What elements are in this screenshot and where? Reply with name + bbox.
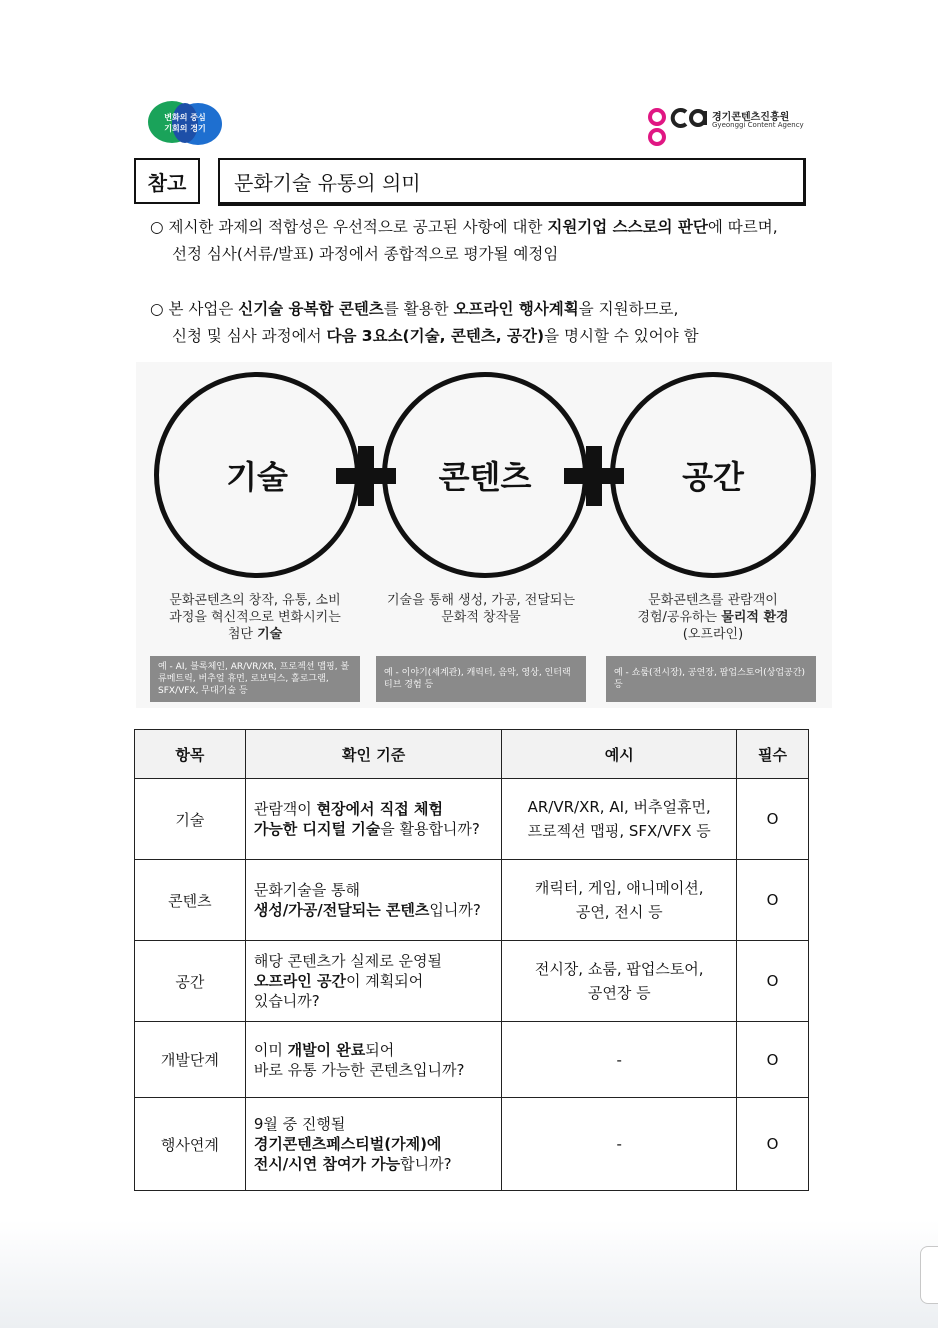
header-example: 예시 (502, 730, 737, 779)
row-required: O (737, 1098, 809, 1191)
circle-space: 공간 (610, 372, 816, 578)
row-item: 공간 (135, 941, 246, 1022)
text: 문화콘텐츠의 창작, 유통, 소비 (169, 593, 341, 608)
row-item: 개발단계 (135, 1022, 246, 1098)
row-example: - (502, 1098, 737, 1191)
paragraph-1 (150, 214, 778, 268)
gca-name: 경기콘텐츠진흥원 (712, 112, 790, 123)
slogan-logo-icon (146, 100, 224, 146)
row-required: O (737, 941, 809, 1022)
header-required: 필수 (737, 730, 809, 779)
gca-subtitle: Gyeonggi Content Agency (712, 121, 804, 129)
text: 을 명시할 수 있어야 함 (544, 327, 699, 345)
table-header-row (135, 730, 809, 779)
text: 첨단 (227, 627, 258, 642)
emphasis: 다음 3요소(기술, 콘텐츠, 공간) (326, 327, 545, 345)
emphasis: 현장에서 직접 체험 (316, 800, 443, 818)
emphasis: 생성/가공/전달되는 콘텐츠 (253, 901, 430, 919)
row-required: O (737, 779, 809, 860)
slogan-logo (146, 100, 224, 146)
text: 캐릭터, 게임, 애니메이션, (534, 879, 704, 897)
space-examples: 예 - 쇼룸(전시장), 공연장, 팝업스토어(상업공간) 등 (606, 656, 816, 702)
row-required: O (737, 1022, 809, 1098)
text: (오프라인) (682, 627, 744, 642)
table-row (135, 860, 809, 941)
viewer-bottom-shade (0, 1220, 938, 1328)
emphasis: 지원기업 스스로의 판단 (547, 218, 708, 236)
reference-label: 참고 (134, 158, 200, 204)
text: 신청 및 심사 과정에서 (172, 327, 327, 345)
side-panel-handle[interactable] (920, 1246, 938, 1304)
bullet: ○ (150, 218, 164, 236)
text: 공연장 등 (587, 984, 651, 1002)
text: 이 계획되어 (346, 972, 424, 990)
emphasis: 물리적 환경 (721, 610, 789, 625)
table-row (135, 1098, 809, 1191)
row-criteria (245, 1098, 502, 1191)
row-example (502, 860, 737, 941)
page-title: 문화기술 유통의 의미 (218, 158, 806, 206)
plus-icon (336, 446, 396, 506)
text: 문화적 창작물 (441, 610, 521, 625)
row-criteria (245, 860, 502, 941)
slogan-line1: 변화의 중심 (164, 113, 206, 122)
text: 을 지원하므로, (578, 300, 679, 318)
row-item: 콘텐츠 (135, 860, 246, 941)
row-example: - (502, 1022, 737, 1098)
text: 관람객이 (253, 800, 317, 818)
circle-content: 콘텐츠 (382, 372, 588, 578)
table-row (135, 1022, 809, 1098)
text: 해당 콘텐츠가 실제로 운영될 (253, 952, 443, 970)
text: 본 사업은 (168, 300, 239, 318)
row-required: O (737, 860, 809, 941)
table-row (135, 779, 809, 860)
gca-logo (646, 104, 806, 148)
emphasis: 전시/시연 참여가 가능 (253, 1155, 401, 1173)
technology-examples: 예 - AI, 블록체인, AR/VR/XR, 프로젝션 맵핑, 볼류메트릭, 버추얼 휴먼, 로보틱스, 홀로그램, SFX/VFX, 무대기술 등 (150, 656, 360, 702)
text: 되어 (365, 1040, 395, 1059)
text: 바로 유통 가능한 콘텐츠입니까? (253, 1060, 465, 1079)
text: 을 활용합니까? (380, 820, 480, 838)
table-row (135, 941, 809, 1022)
text: 경험/공유하는 (637, 610, 722, 625)
text: AR/VR/XR, AI, 버추얼휴먼, (527, 798, 711, 816)
paragraph-2 (150, 296, 699, 350)
text: 선정 심사(서류/발표) 과정에서 종합적으로 평가될 예정임 (172, 245, 559, 263)
emphasis: 가능한 디지털 기술 (253, 820, 381, 838)
emphasis: 오프라인 공간 (253, 972, 346, 990)
emphasis: 개발이 완료 (287, 1040, 366, 1059)
text: 문화기술을 통해 (253, 881, 361, 899)
technology-description (150, 592, 360, 643)
text: 합니까? (400, 1155, 452, 1173)
row-item: 행사연계 (135, 1098, 246, 1191)
content-examples: 예 - 이야기(세계관), 캐릭터, 음악, 영상, 인터랙티브 경험 등 (376, 656, 586, 702)
emphasis: 경기콘텐츠페스티벌(가제)에 (253, 1135, 442, 1153)
row-criteria (245, 941, 502, 1022)
text: 공연, 전시 등 (575, 903, 663, 921)
row-criteria (245, 1022, 502, 1098)
gca-mark-icon (646, 104, 710, 148)
text: 과정을 혁신적으로 변화시키는 (169, 610, 341, 625)
criteria-table (134, 729, 809, 1191)
row-example (502, 779, 737, 860)
slogan-line2: 기회의 경기 (164, 124, 206, 133)
text: 문화콘텐츠를 관람객이 (648, 593, 778, 608)
text: 에 따르며, (707, 218, 778, 236)
content-description (376, 592, 586, 626)
emphasis: 기술 (257, 627, 283, 642)
text: 기술을 통해 생성, 가공, 전달되는 (386, 593, 576, 608)
header-criteria: 확인 기준 (245, 730, 502, 779)
row-item: 기술 (135, 779, 246, 860)
text: 있습니까? (253, 992, 320, 1010)
space-description (608, 592, 818, 643)
text: 이미 (253, 1040, 288, 1059)
text: 를 활용한 (383, 300, 454, 318)
circle-technology: 기술 (154, 372, 360, 578)
header-item: 항목 (135, 730, 246, 779)
emphasis: 오프라인 행사계획 (453, 300, 579, 318)
row-criteria (245, 779, 502, 860)
three-elements-diagram (136, 362, 832, 708)
emphasis: 신기술 융복합 콘텐츠 (238, 300, 384, 318)
bullet: ○ (150, 300, 164, 318)
text: 9월 중 진행될 (253, 1115, 346, 1133)
text: 제시한 과제의 적합성은 우선적으로 공고된 사항에 대한 (168, 218, 548, 236)
row-example (502, 941, 737, 1022)
text: 프로젝션 맵핑, SFX/VFX 등 (527, 822, 711, 840)
plus-icon (564, 446, 624, 506)
text: 입니까? (429, 901, 481, 919)
text: 전시장, 쇼룸, 팝업스토어, (534, 960, 704, 978)
